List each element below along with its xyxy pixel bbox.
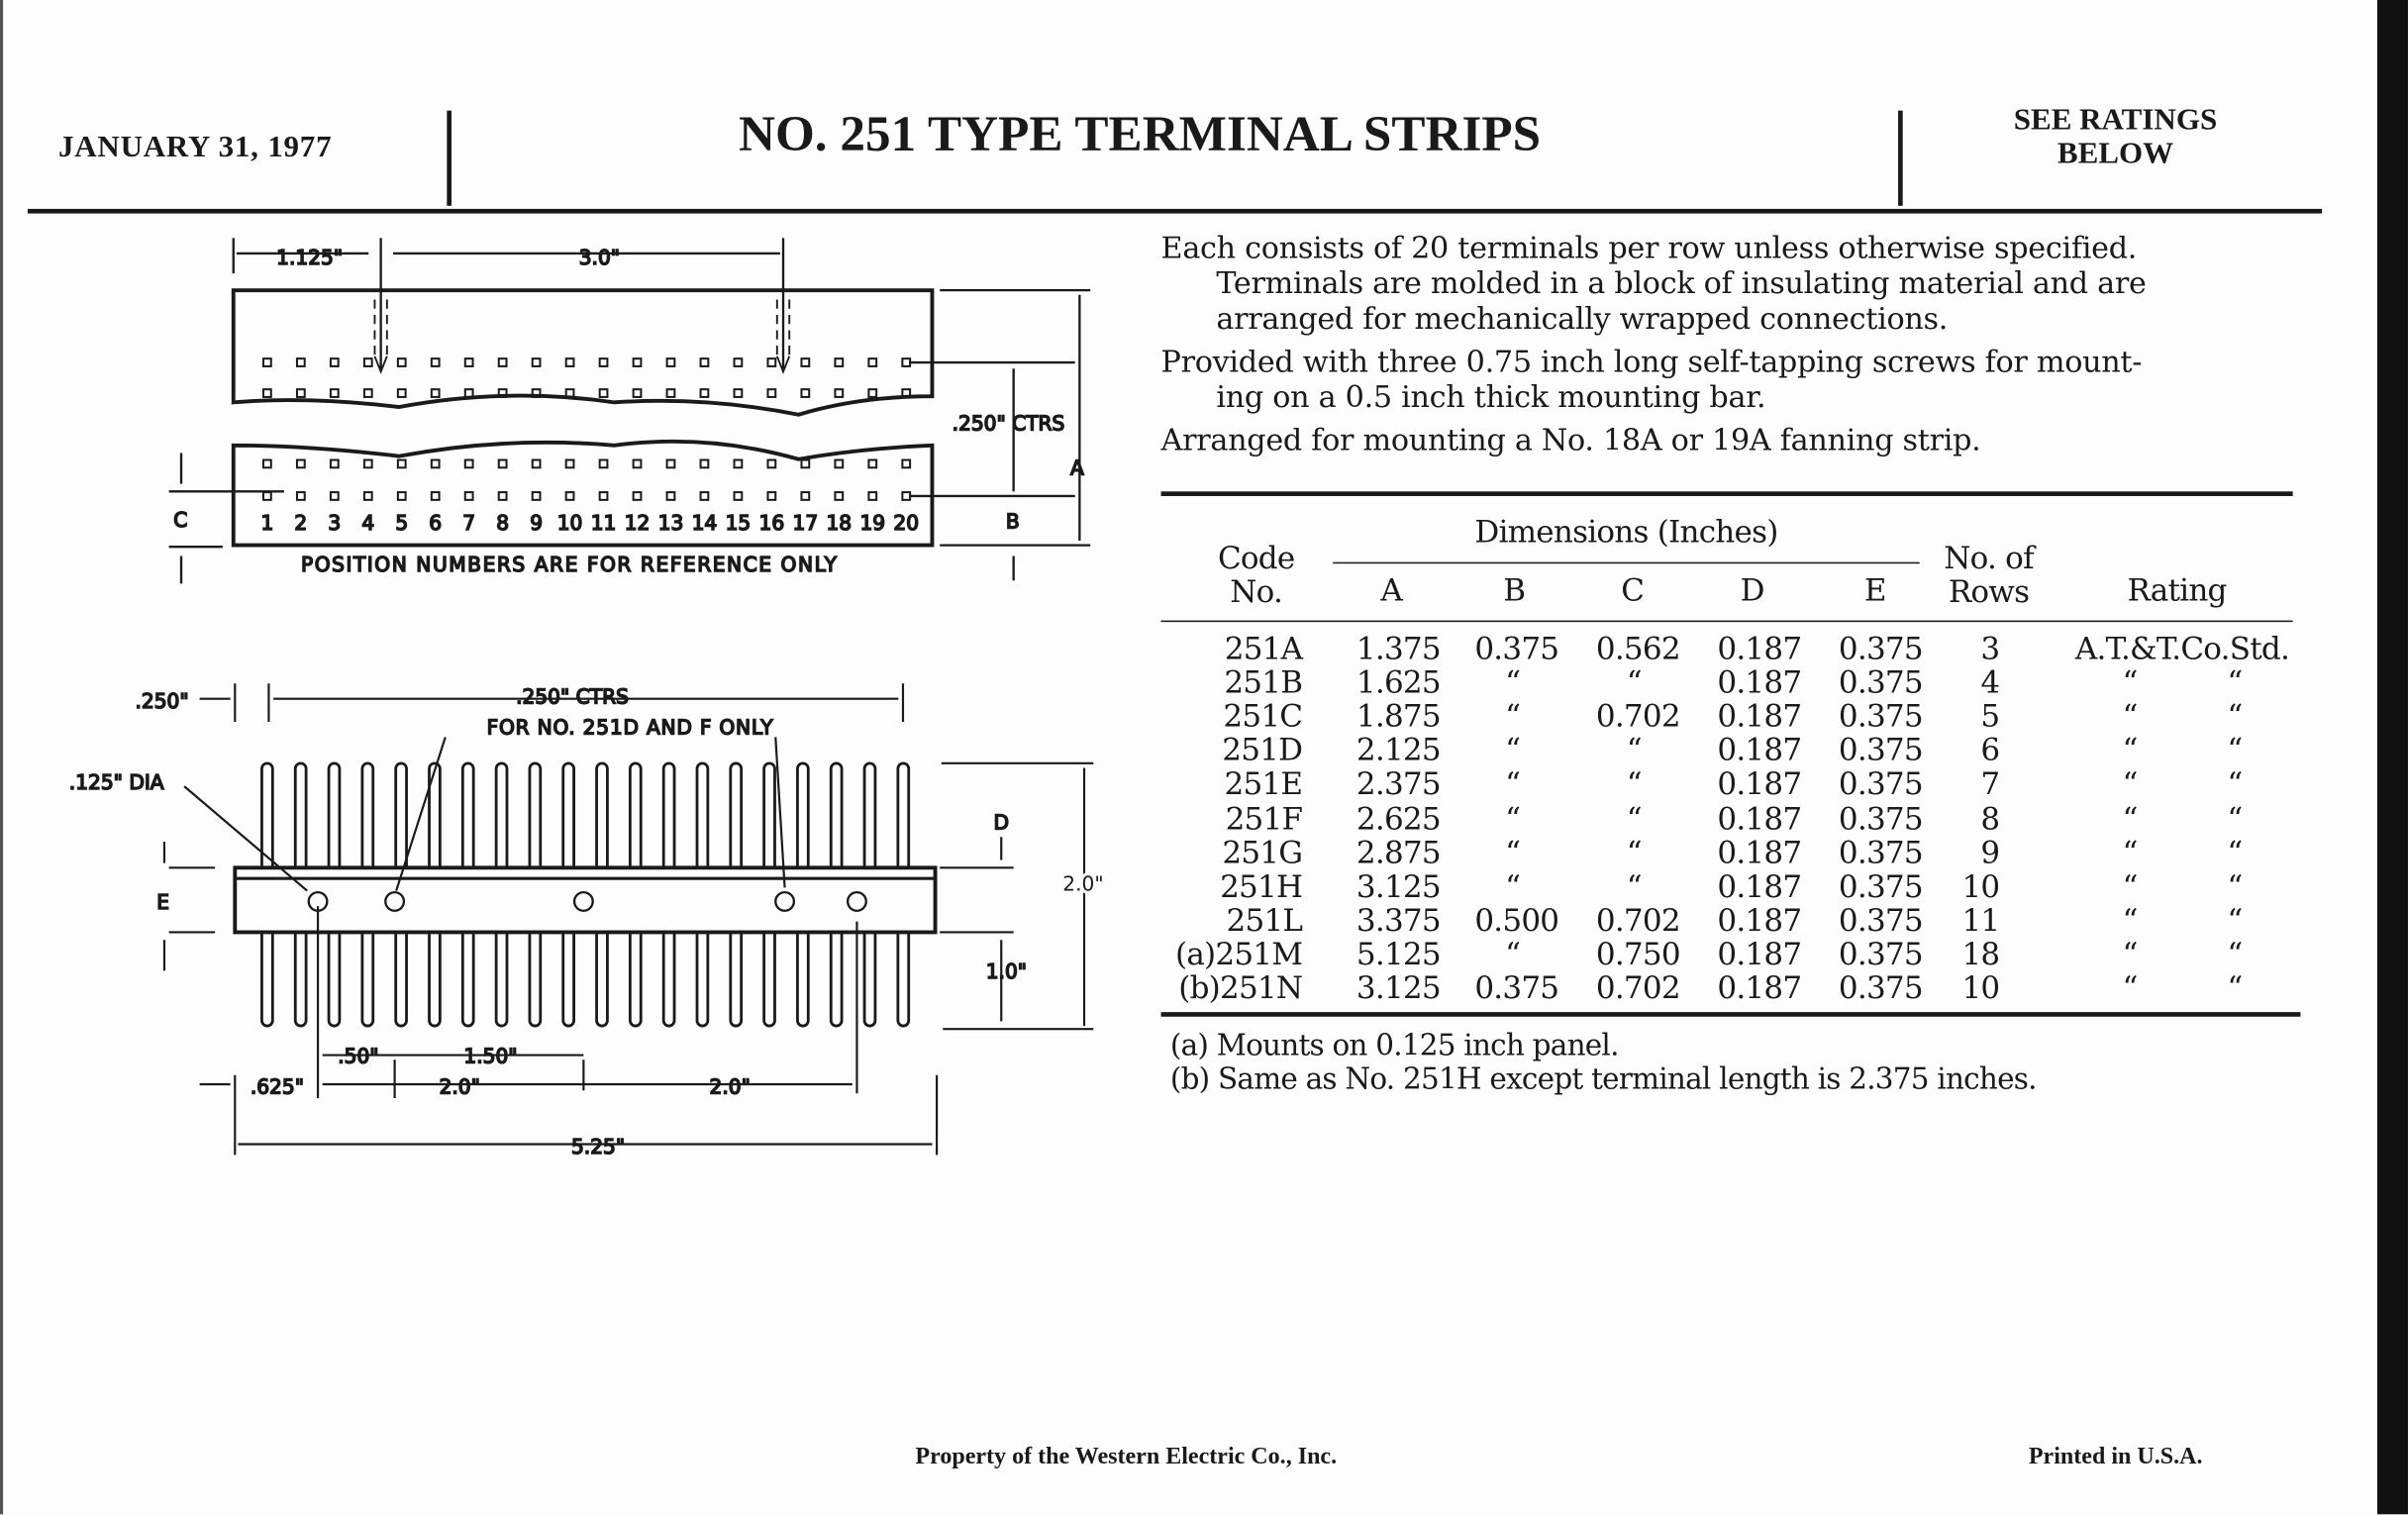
cell: 1.375 <box>1355 629 1441 667</box>
block-line <box>235 877 935 880</box>
dim-ctrs: .250" CTRS <box>516 684 629 709</box>
position-number: 12 <box>624 511 651 536</box>
cell: 0.187 <box>1717 663 1802 701</box>
cell: 0.187 <box>1717 901 1802 939</box>
cell: “ <box>1626 765 1642 803</box>
ratings-line2: BELOW <box>2057 137 2174 171</box>
terminal-dot <box>432 358 440 366</box>
position-number: 4 <box>361 511 375 536</box>
terminal-dot <box>634 460 642 468</box>
para-1: Each consists of 20 terminals per row unless otherwise specified. Terminals are molded in a block of insulating material and are arranged for mechanically wrapped connections. <box>1160 230 2147 337</box>
position-number: 20 <box>893 511 920 536</box>
terminal-dot <box>801 358 809 366</box>
terminal-dot <box>902 492 910 500</box>
terminal-dot <box>432 460 440 468</box>
dim-10: 1.0" <box>985 959 1028 983</box>
terminal-dot <box>398 389 406 397</box>
dim-525: 5.25" <box>570 1134 626 1159</box>
terminal-dot <box>432 492 440 500</box>
terminal-dot <box>768 492 776 500</box>
dimensions-rule <box>1333 562 1919 564</box>
terminal-dot <box>735 389 743 397</box>
header-divider <box>1898 111 1903 206</box>
position-number: 19 <box>859 511 886 536</box>
cell: “ “ <box>2122 663 2243 701</box>
footer-property: Property of the Western Electric Co., Inc. <box>915 1443 1338 1470</box>
cell: 251F <box>1225 799 1303 837</box>
terminal-dot <box>465 358 473 366</box>
cell: 0.187 <box>1717 731 1802 768</box>
dim-col-b: B <box>1503 570 1526 609</box>
terminal-dot <box>533 492 541 500</box>
terminal-dot <box>432 389 440 397</box>
cell: A.T.&T.Co.Std. <box>2074 629 2290 667</box>
terminal-dot <box>297 389 305 397</box>
cell: 0.187 <box>1717 799 1802 837</box>
terminal-dot <box>868 492 876 500</box>
terminal-dot <box>600 389 608 397</box>
scan-edge <box>2377 0 2408 1514</box>
cell: “ <box>1505 731 1521 768</box>
terminal-dot <box>835 492 843 500</box>
cell: 3.125 <box>1355 968 1441 1006</box>
terminal-strip-drawings <box>0 0 1167 1229</box>
cell: 0.562 <box>1595 629 1680 667</box>
rows-header: No. of Rows <box>1944 539 2034 610</box>
terminal-dot <box>465 492 473 500</box>
dim-1125: 1.125" <box>276 245 344 269</box>
cell: 2.625 <box>1355 799 1441 837</box>
cell: 1.625 <box>1355 663 1441 701</box>
screw-hidden-lines <box>374 299 789 360</box>
terminal-dot <box>701 358 709 366</box>
terminal-dots <box>263 358 910 500</box>
cell: 3.375 <box>1355 901 1441 939</box>
dim-ctrs: .250" CTRS <box>952 411 1065 436</box>
cell: “ “ <box>2122 697 2243 735</box>
terminal-dot <box>868 358 876 366</box>
position-number: 9 <box>530 511 544 536</box>
cell: 0.375 <box>1474 629 1559 667</box>
terminal-dot <box>297 492 305 500</box>
terminal-dot <box>835 460 843 468</box>
cell: “ <box>1626 663 1642 701</box>
code-header: Code No. <box>1217 539 1295 610</box>
terminal-dot <box>566 492 574 500</box>
cell: 251B <box>1224 663 1303 701</box>
terminal-dot <box>263 492 271 500</box>
cell: 10 <box>1961 968 2000 1006</box>
footer-printed: Printed in U.S.A. <box>2028 1443 2203 1470</box>
cell: “ “ <box>2122 833 2243 870</box>
date: JANUARY 31, 1977 <box>57 130 333 164</box>
position-number: 11 <box>590 511 617 536</box>
terminal-dot <box>735 460 743 468</box>
terminal-dot <box>801 492 809 500</box>
dim-625: .625" <box>250 1074 304 1099</box>
terminal-dot <box>600 492 608 500</box>
cell: 251H <box>1220 866 1303 905</box>
terminal-dot <box>398 492 406 500</box>
terminal-dot <box>263 358 271 366</box>
position-number: 13 <box>657 511 684 536</box>
terminal-dot <box>600 460 608 468</box>
cell: 0.187 <box>1717 866 1802 905</box>
cell: 0.500 <box>1474 901 1559 939</box>
rating-header: Rating <box>2127 570 2227 609</box>
dim-col-d: D <box>1740 570 1764 609</box>
position-number: 10 <box>556 511 583 536</box>
dimensions-header: Dimensions (Inches) <box>1474 513 1778 551</box>
position-number: 2 <box>294 511 308 536</box>
position-number: 3 <box>328 511 342 536</box>
terminal-dot <box>902 460 910 468</box>
cell: “ “ <box>2122 765 2243 803</box>
terminal-dot <box>768 389 776 397</box>
dim-col-a: A <box>1380 570 1403 609</box>
cell: “ <box>1505 663 1521 701</box>
terminal-dot <box>398 460 406 468</box>
terminal-dot <box>566 460 574 468</box>
cell: “ “ <box>2122 799 2243 837</box>
cell: 0.375 <box>1838 765 1923 803</box>
cell: “ “ <box>2122 968 2243 1006</box>
terminal-dot <box>566 358 574 366</box>
cell: 5 <box>1980 697 2000 735</box>
position-numbers <box>260 511 919 535</box>
cell: 0.702 <box>1595 968 1680 1006</box>
cell: 0.375 <box>1838 731 1923 768</box>
terminal-dot <box>364 492 372 500</box>
terminal-dot <box>600 358 608 366</box>
terminal-dot <box>634 389 642 397</box>
position-number: 17 <box>792 511 819 536</box>
holes-note: FOR NO. 251D AND F ONLY <box>486 715 774 740</box>
terminal-dot <box>735 358 743 366</box>
cell: (a)251M <box>1174 935 1303 972</box>
cell: 0.187 <box>1717 697 1802 735</box>
cell: 0.187 <box>1717 629 1802 667</box>
terminal-dot <box>634 358 642 366</box>
terminal-dot <box>331 460 339 468</box>
terminal-dot <box>533 460 541 468</box>
terminal-dot <box>297 358 305 366</box>
dim-30: 3.0" <box>578 245 621 269</box>
terminal-dot <box>902 358 910 366</box>
dim-col-e: E <box>1863 570 1886 609</box>
terminal-dot <box>868 460 876 468</box>
page-title: NO. 251 TYPE TERMINAL STRIPS <box>739 107 1542 163</box>
cell: 251L <box>1226 901 1303 939</box>
position-number: 7 <box>462 511 476 536</box>
terminal-dot <box>499 492 507 500</box>
cell: 0.187 <box>1717 935 1802 972</box>
terminal-dot <box>701 460 709 468</box>
cell: 251A <box>1224 629 1303 667</box>
terminal-dot <box>364 460 372 468</box>
cell: 0.375 <box>1838 968 1923 1006</box>
terminal-dot <box>801 389 809 397</box>
label-c: C <box>173 507 188 532</box>
description <box>1161 231 2147 458</box>
terminal-dot <box>398 358 406 366</box>
dim-dia: .125" DIA <box>68 770 164 795</box>
cell: “ <box>1626 731 1642 768</box>
ratings-line1: SEE RATINGS <box>2013 102 2218 138</box>
position-number: 6 <box>429 511 443 536</box>
dim-col-c: C <box>1621 570 1645 609</box>
terminal-dot <box>735 492 743 500</box>
cell: 0.375 <box>1838 901 1923 939</box>
position-number: 16 <box>758 511 785 536</box>
table-top-rule <box>1161 491 2293 496</box>
position-number: 18 <box>826 511 853 536</box>
terminal-dot <box>667 460 675 468</box>
cell: 0.187 <box>1717 765 1802 803</box>
cell: 0.702 <box>1595 901 1680 939</box>
cell: 0.750 <box>1595 935 1680 972</box>
cell: 7 <box>1980 765 2000 803</box>
ratings-note <box>1981 103 2250 170</box>
label-e: E <box>156 890 169 915</box>
cell: “ <box>1626 866 1642 905</box>
terminal-dot <box>835 358 843 366</box>
cell: 0.187 <box>1717 833 1802 870</box>
cell: “ <box>1505 866 1521 905</box>
cell: “ “ <box>2122 901 2243 939</box>
top-view-drawing <box>169 238 1091 583</box>
cell: 0.375 <box>1838 866 1923 905</box>
footnotes <box>1170 1029 2037 1096</box>
cell: “ <box>1505 799 1521 837</box>
position-number: 14 <box>691 511 718 536</box>
cell: 0.375 <box>1474 968 1559 1006</box>
cell: 2.125 <box>1355 731 1441 768</box>
label-a: A <box>1070 455 1084 480</box>
cell: 4 <box>1980 663 2000 701</box>
cell: “ <box>1626 799 1642 837</box>
label-d: D <box>993 810 1010 835</box>
footnote-b: (b) Same as No. 251H except terminal length is 2.375 inches. <box>1169 1062 2037 1097</box>
cell: “ <box>1626 833 1642 870</box>
cell: 5.125 <box>1355 935 1441 972</box>
terminal-dot <box>835 389 843 397</box>
para-2: Provided with three 0.75 inch long self-tapping screws for mount- ing on a 0.5 inch thick mounting bar. <box>1160 344 2143 415</box>
cell: “ “ <box>2122 731 2243 768</box>
terminal-dot <box>499 460 507 468</box>
cell: (b)251N <box>1178 968 1303 1006</box>
terminal-dot <box>331 492 339 500</box>
dim-20-right: 2.0" <box>1062 871 1104 896</box>
position-number: 15 <box>725 511 752 536</box>
cell: 18 <box>1961 935 2000 972</box>
cell: 1.875 <box>1355 697 1441 735</box>
cell: “ <box>1505 833 1521 870</box>
dim-50: .50" <box>338 1044 379 1068</box>
cell: 251D <box>1222 731 1303 768</box>
side-view-drawing <box>69 683 1104 1159</box>
dim-20-a: 2.0" <box>439 1074 480 1099</box>
cell: 0.375 <box>1838 629 1923 667</box>
terminal-dot <box>263 460 271 468</box>
position-number: 5 <box>395 511 409 536</box>
cell: 9 <box>1980 833 2000 870</box>
cell: 8 <box>1980 799 2000 837</box>
position-number: 1 <box>260 511 274 536</box>
cell: 0.375 <box>1838 799 1923 837</box>
footnote-a: (a) Mounts on 0.125 inch panel. <box>1169 1029 1619 1063</box>
side-dimension-lines <box>169 290 1091 583</box>
cell: 10 <box>1961 866 2000 905</box>
cell: 0.187 <box>1717 968 1802 1006</box>
cell: 251C <box>1223 697 1303 735</box>
terminal-dot <box>499 358 507 366</box>
cell: “ “ <box>2122 866 2243 905</box>
terminal-dot <box>263 389 271 397</box>
position-number: 8 <box>496 511 510 536</box>
terminal-dot <box>667 358 675 366</box>
cell: 11 <box>1961 901 2000 939</box>
cell: 0.375 <box>1838 697 1923 735</box>
dim-150: 1.50" <box>463 1044 518 1068</box>
para-3: Arranged for mounting a No. 18A or 19A fanning strip. <box>1160 422 1981 458</box>
table-bottom-rule <box>1161 1012 2301 1017</box>
terminal-dot <box>634 492 642 500</box>
position-note: POSITION NUMBERS ARE FOR REFERENCE ONLY <box>300 552 839 576</box>
cell: 251E <box>1224 765 1303 803</box>
cell: 0.702 <box>1595 697 1680 735</box>
label-b: B <box>1005 509 1020 534</box>
terminal-dot <box>297 460 305 468</box>
cell: 0.375 <box>1838 935 1923 972</box>
terminal-dot <box>533 358 541 366</box>
terminal-dot <box>868 389 876 397</box>
cell: 251G <box>1222 833 1303 870</box>
terminal-dot <box>701 389 709 397</box>
cell: 3.125 <box>1355 866 1441 905</box>
cell: “ <box>1505 697 1521 735</box>
cell: 2.875 <box>1355 833 1441 870</box>
dim-250: .250" <box>135 689 189 714</box>
cell: “ <box>1505 935 1521 972</box>
terminal-dot <box>364 389 372 397</box>
cell: “ “ <box>2122 935 2243 972</box>
terminal-dot <box>465 460 473 468</box>
terminal-dot <box>801 460 809 468</box>
cell: 2.375 <box>1355 765 1441 803</box>
terminal-dot <box>364 358 372 366</box>
cell: 0.375 <box>1838 663 1923 701</box>
cell: “ <box>1505 765 1521 803</box>
table-header-rule <box>1161 621 2293 623</box>
terminal-dot <box>701 492 709 500</box>
cell: 6 <box>1980 731 2000 768</box>
terminal-dot <box>667 492 675 500</box>
terminal-dot <box>331 358 339 366</box>
terminal-dot <box>331 389 339 397</box>
cell: 3 <box>1980 629 2000 667</box>
dim-20-b: 2.0" <box>709 1074 751 1099</box>
terminal-dot <box>667 389 675 397</box>
terminal-dot <box>768 358 776 366</box>
terminal-dot <box>768 460 776 468</box>
cell: 0.375 <box>1838 833 1923 870</box>
